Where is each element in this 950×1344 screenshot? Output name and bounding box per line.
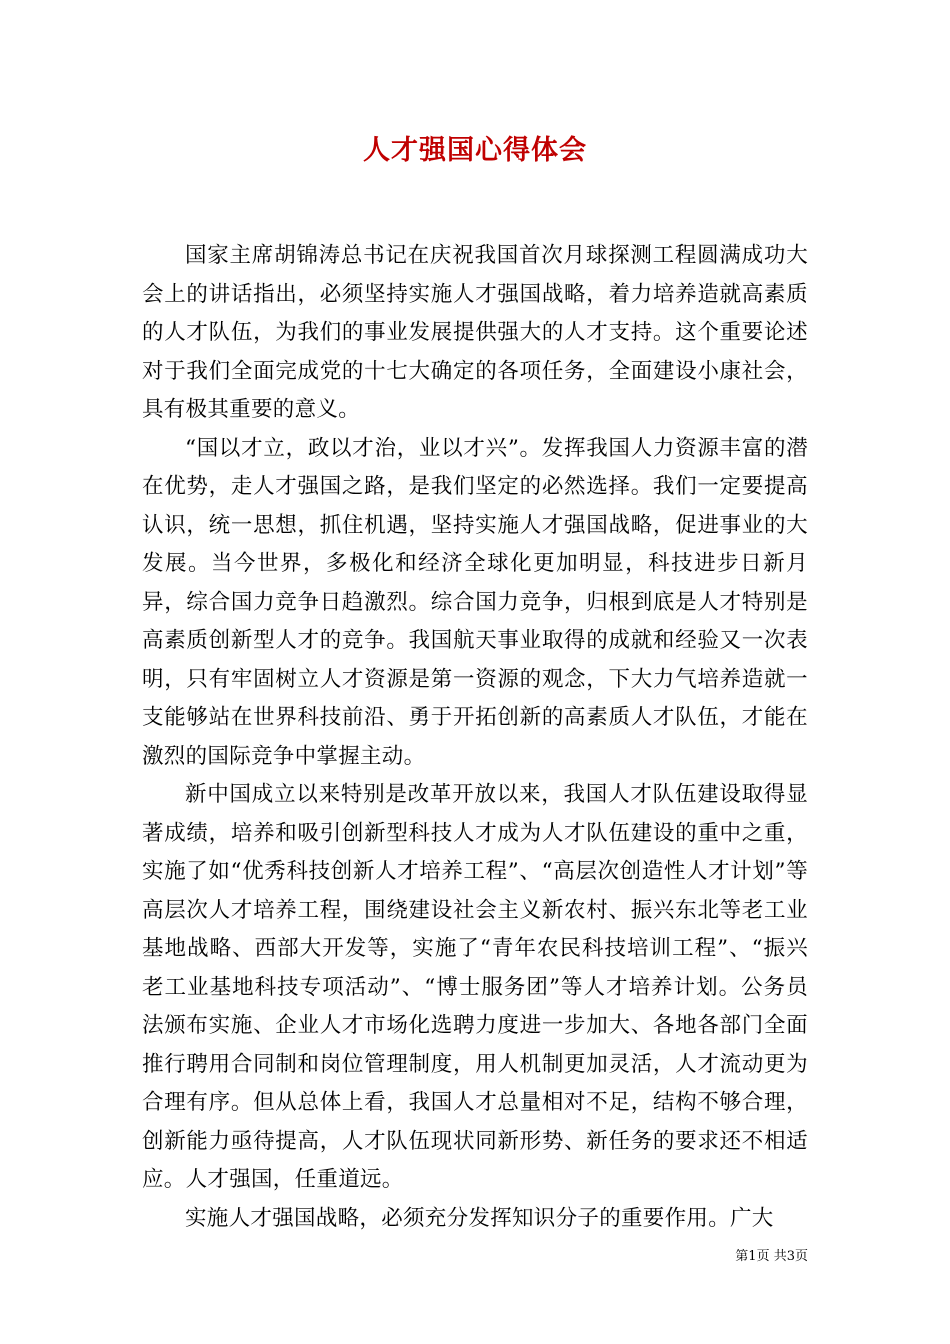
footer-middle: 页 共	[756, 1249, 787, 1264]
paragraph-3: 新中国成立以来特别是改革开放以来，我国人才队伍建设取得显著成绩，培养和吸引创新型科技人才成为人才队伍建设的重中之重，实施了如“优秀科技创新人才培养工程”、“高层次创造性人才计划”等高层次人才培养工程，围绕建设社会主义新农村、振兴东北等老工业基地战略、西部大开发等，实施了“青年农民科技培训工程”、“振兴老工业基地科技专项活动”、“博士服务团”等人才培养计划。公务员法颁布实施、企业人才市场化选聘力度进一步加大、各地各部门全面推行聘用合同制和岗位管理制度，用人机制更加灵活，人才流动更为合理有序。但从总体上看，我国人才总量相对不足，结构不够合理，创新能力亟待提高，人才队伍现状同新形势、新任务的要求还不相适应。人才强国，任重道远。	[142, 782, 808, 1192]
current-page-number: 1	[748, 1249, 757, 1264]
total-pages-number: 3	[786, 1249, 795, 1264]
paragraph-2: “国以才立，政以才治，业以才兴”。发挥我国人力资源丰富的潜在优势，走人才强国之路，是我们坚定的必然选择。我们一定要提高认识，统一思想，抓住机遇，坚持实施人才强国战略，促进事业的大发展。当今世界，多极化和经济全球化更加明显，科技进步日新月异，综合国力竞争日趋激烈。综合国力竞争，归根到底是人才特别是高素质创新型人才的竞争。我国航天事业取得的成就和经验又一次表明，只有牢固树立人才资源是第一资源的观念，下大力气培养造就一支能够站在世界科技前沿、勇于开拓创新的高素质人才队伍，才能在激烈的国际竞争中掌握主动。	[142, 435, 808, 769]
paragraph-4: 实施人才强国战略，必须充分发挥知识分子的重要作用。广大	[185, 1205, 774, 1231]
paragraph-1: 国家主席胡锦涛总书记在庆祝我国首次月球探测工程圆满成功大会上的讲话指出，必须坚持实施人才强国战略，着力培养造就高素质的人才队伍，为我们的事业发展提供强大的人才支持。这个重要论述对于我们全面完成党的十七大确定的各项任务，全面建设小康社会，具有极其重要的意义。	[142, 243, 808, 422]
page-title: 人才强国心得体会	[363, 135, 587, 166]
document-body	[142, 237, 808, 1238]
footer-prefix: 第	[735, 1249, 749, 1264]
page-footer	[735, 1245, 808, 1264]
footer-suffix: 页	[794, 1249, 808, 1264]
